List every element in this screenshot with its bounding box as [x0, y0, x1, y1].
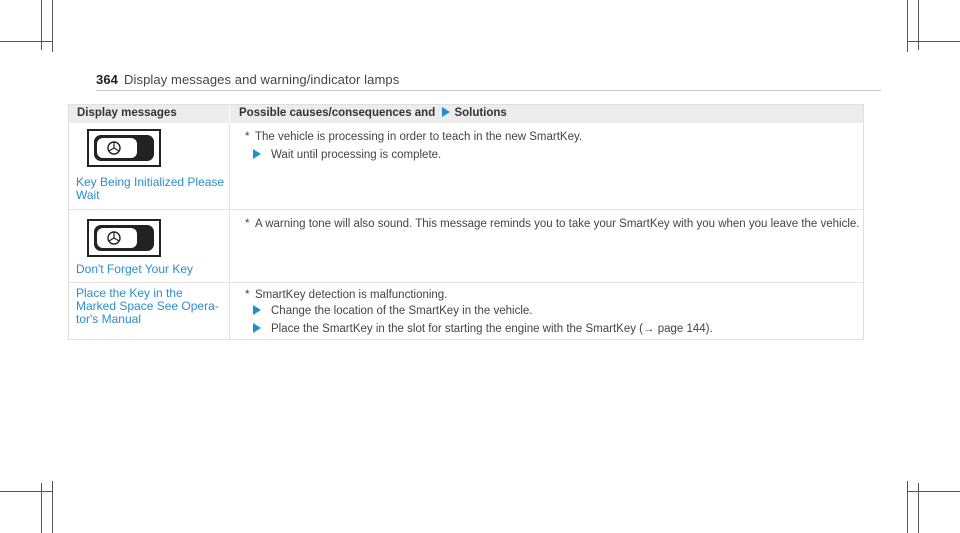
- message-line: Marked Space See Opera-: [76, 299, 219, 313]
- section-title: Display messages and warning/indicator lamps: [124, 72, 400, 87]
- smartkey-icon: [87, 219, 161, 257]
- cause-text: [245, 130, 582, 144]
- crop-mark: [52, 0, 53, 52]
- message-line: Place the Key in the: [76, 286, 183, 300]
- cause-bullet: *: [245, 218, 250, 230]
- column-header-causes: [239, 107, 507, 119]
- smartkey-icon: [87, 129, 161, 167]
- crop-mark: [918, 0, 919, 50]
- message-place-key: [76, 287, 226, 326]
- crop-mark: [52, 481, 53, 533]
- page-header: [96, 72, 399, 87]
- row-divider: [69, 209, 863, 210]
- crop-mark: [41, 0, 42, 50]
- cause-text-value: SmartKey detection is malfunctioning.: [255, 289, 448, 301]
- crop-mark: [907, 0, 908, 52]
- solution-text[interactable]: Place the SmartKey in the slot for starting the engine with the SmartKey (→ page 144).: [271, 323, 713, 335]
- table-header-row: [69, 105, 863, 123]
- solution-arrow-icon: [253, 323, 261, 333]
- row-divider: [69, 282, 863, 283]
- solution-item: [253, 304, 532, 318]
- crop-mark: [908, 491, 960, 492]
- crop-mark: [908, 41, 960, 42]
- solution-arrow-icon: [253, 305, 261, 315]
- cause-text-value: The vehicle is processing in order to teach in the new SmartKey.: [255, 131, 583, 143]
- crop-mark: [0, 41, 52, 42]
- header-divider: [229, 105, 230, 123]
- message-key-being-initialized: Key Being Initialized Please Wait: [76, 175, 225, 202]
- cause-text: [245, 217, 860, 231]
- page-number: 364: [96, 72, 118, 87]
- solution-text: Change the location of the SmartKey in the vehicle.: [271, 305, 533, 317]
- cause-text: [245, 288, 447, 302]
- crop-mark: [0, 491, 52, 492]
- solution-text: Wait until processing is complete.: [271, 149, 442, 161]
- message-line: tor's Manual: [76, 312, 141, 326]
- solution-item: [253, 322, 713, 336]
- header-rule: [96, 90, 881, 91]
- cause-bullet: *: [245, 289, 250, 301]
- column-header-causes-label: Possible causes/consequences and: [239, 107, 436, 119]
- column-divider: [229, 123, 230, 339]
- solution-arrow-icon: [442, 107, 450, 117]
- cause-bullet: *: [245, 131, 250, 143]
- message-dont-forget-key: Don't Forget Your Key: [76, 262, 194, 276]
- solution-item: [253, 148, 441, 162]
- solution-arrow-icon: [253, 149, 261, 159]
- column-header-display: Display messages: [77, 107, 177, 119]
- column-header-solutions-label: Solutions: [454, 107, 507, 119]
- crop-mark: [907, 481, 908, 533]
- display-messages-table: [68, 104, 864, 340]
- cause-text-value: A warning tone will also sound. This message reminds you to take your SmartKey with you when you leave the vehicle.: [255, 218, 860, 230]
